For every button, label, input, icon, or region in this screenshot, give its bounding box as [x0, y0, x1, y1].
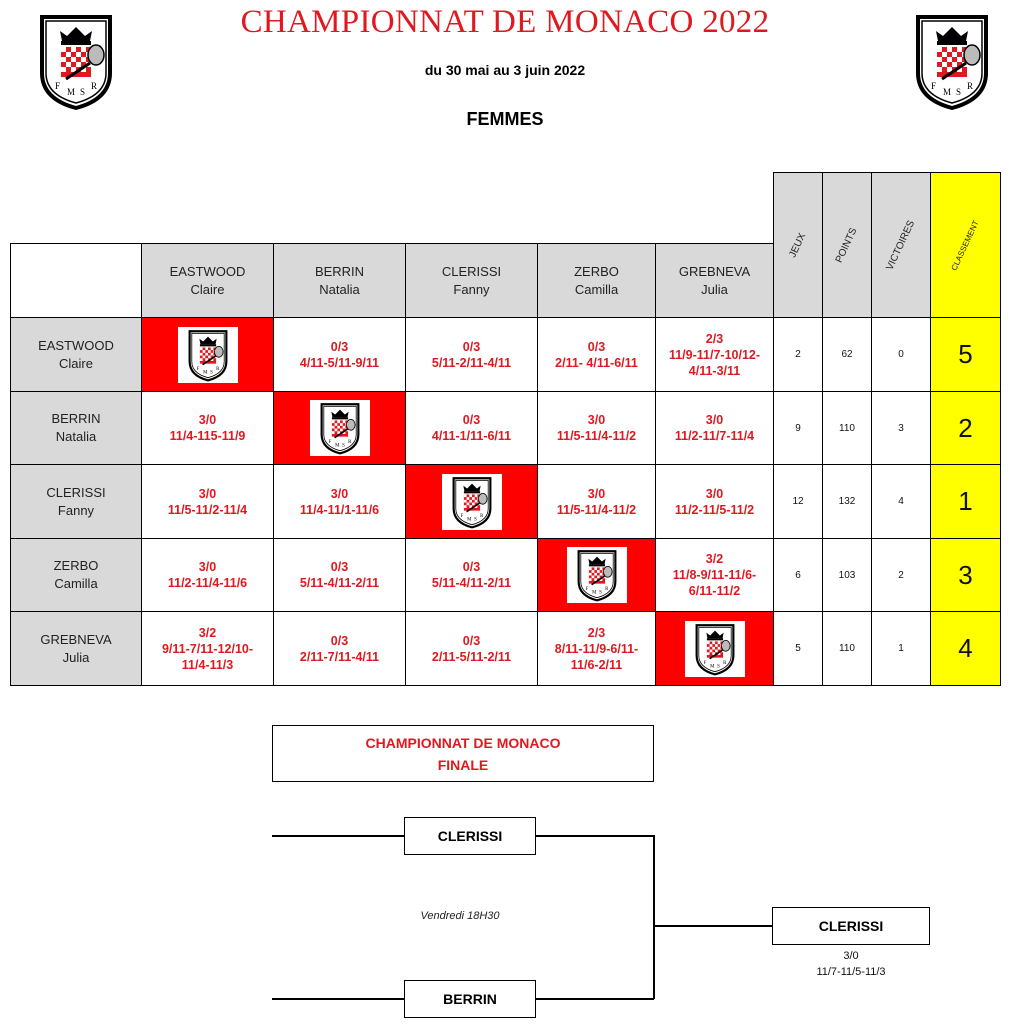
match-result-cell [141, 611, 274, 686]
match-score: 0/3 [462, 413, 481, 427]
final-schedule: Vendredi 18H30 [420, 910, 500, 922]
stat-value: 103 [838, 569, 856, 581]
final-score: 3/0 [843, 950, 859, 962]
player-last-name: EASTWOOD [169, 263, 246, 279]
bracket-line [272, 998, 404, 1000]
stat-cell [773, 317, 823, 392]
stat-value: 2 [795, 349, 801, 360]
match-result-cell [273, 317, 406, 392]
match-result-cell [655, 464, 774, 539]
stat-value: 4 [898, 496, 904, 507]
ranking-cell [930, 611, 1001, 686]
match-result-cell [655, 538, 774, 612]
final-sets: 11/7-11/5-11/3 [816, 966, 886, 978]
finalist-top: CLERISSI [404, 817, 536, 855]
match-sets: 2/11-7/11-4/11 [299, 649, 380, 664]
stat-header [871, 172, 931, 318]
ranking-value: 5 [958, 339, 973, 369]
stat-cell [773, 538, 823, 612]
player-first-name: Camilla [574, 281, 619, 297]
match-result-cell [655, 317, 774, 392]
event-dates: du 30 mai au 3 juin 2022 [424, 62, 586, 78]
match-sets: 5/11-4/11-2/11 [299, 576, 380, 590]
match-score: 3/0 [198, 413, 217, 427]
match-score: 3/0 [705, 486, 724, 501]
fmsr-logo [178, 327, 238, 383]
column-header [273, 243, 406, 318]
final-title-line2: FINALE [437, 757, 489, 773]
match-score: 0/3 [587, 339, 606, 354]
match-score: 3/0 [198, 486, 217, 501]
stat-header [930, 172, 1001, 318]
match-result-cell [273, 464, 406, 539]
match-sets: 9/11-7/11-12/10-11/4-11/3 [161, 641, 254, 672]
match-result-cell [141, 391, 274, 465]
stat-cell [822, 464, 872, 539]
match-score: 0/3 [462, 633, 481, 648]
bracket-line [536, 998, 654, 1000]
stat-value: 132 [838, 496, 856, 507]
stat-cell [773, 391, 823, 465]
match-result-cell [537, 317, 656, 392]
diagonal-cell [405, 464, 538, 539]
stat-header-label: CLASSEMENT [949, 218, 982, 272]
match-sets: 5/11-2/11-4/11 [431, 355, 512, 370]
match-score: 0/3 [330, 339, 349, 354]
ranking-cell [930, 391, 1001, 465]
match-result-cell [273, 611, 406, 686]
match-result-cell [537, 391, 656, 465]
match-score: 3/0 [705, 413, 724, 427]
match-score: 2/3 [587, 625, 606, 640]
bracket-line [653, 835, 655, 999]
ranking-value: 4 [958, 633, 973, 663]
match-sets: 4/11-5/11-9/11 [299, 355, 380, 370]
match-sets: 11/5-11/2-11/4 [167, 502, 248, 517]
stat-value: 5 [795, 643, 801, 654]
player-last-name: ZERBO [53, 558, 99, 573]
match-score: 0/3 [462, 339, 481, 354]
match-score: 3/0 [330, 486, 349, 501]
match-result-cell [537, 611, 656, 686]
match-result-cell [537, 464, 656, 539]
stat-value: 6 [795, 569, 801, 581]
stat-value: 110 [839, 422, 855, 434]
match-sets: 11/4-115-11/9 [169, 429, 246, 443]
player-last-name: GREBNEVA [40, 631, 112, 647]
diagonal-cell [537, 538, 656, 612]
player-last-name: CLERISSI [46, 484, 106, 500]
match-score: 2/3 [705, 331, 724, 346]
player-last-name: BERRIN [51, 411, 101, 426]
stat-value: 12 [792, 496, 804, 507]
diagonal-cell [141, 317, 274, 392]
final-title-line1: CHAMPIONNAT DE MONACO [365, 735, 561, 751]
champion-box: CLERISSI [772, 907, 930, 945]
stat-value: 9 [795, 422, 801, 434]
row-header [10, 538, 142, 612]
match-sets: 11/9-11/7-10/12-4/11-3/11 [668, 347, 761, 378]
match-result-cell [405, 317, 538, 392]
diagonal-cell [655, 611, 774, 686]
player-first-name: Camilla [54, 576, 98, 591]
stat-header-label: POINTS [834, 225, 860, 265]
fmsr-logo-left [36, 8, 116, 114]
row-header [10, 391, 142, 465]
match-result-cell [405, 391, 538, 465]
stat-value: 3 [898, 422, 904, 434]
match-sets: 11/2-11/7-11/4 [674, 429, 755, 443]
ranking-cell [930, 317, 1001, 392]
bracket-line [536, 835, 654, 837]
finalist-bottom: BERRIN [404, 980, 536, 1018]
player-first-name: Claire [190, 281, 225, 297]
match-sets: 11/4-11/1-11/6 [299, 502, 380, 517]
final-title-box [272, 725, 654, 782]
stat-cell [773, 464, 823, 539]
player-first-name: Julia [701, 281, 728, 297]
match-sets: 8/11-11/9-6/11-11/6-2/11 [554, 641, 639, 672]
ranking-cell [930, 538, 1001, 612]
match-result-cell [273, 538, 406, 612]
match-sets: 11/5-11/4-11/2 [556, 429, 637, 443]
stat-cell [871, 391, 931, 465]
row-header [10, 464, 142, 539]
player-last-name: BERRIN [314, 263, 365, 279]
match-score: 0/3 [330, 633, 349, 648]
match-score: 3/0 [198, 560, 217, 574]
category-label: FEMMES [466, 109, 544, 129]
player-first-name: Fanny [57, 502, 95, 518]
stat-cell [822, 317, 872, 392]
table-corner [10, 243, 142, 318]
match-sets: 11/5-11/4-11/2 [556, 502, 637, 517]
stat-header [773, 172, 823, 318]
player-last-name: GREBNEVA [678, 263, 751, 279]
column-header [537, 243, 656, 318]
ranking-value: 1 [958, 486, 973, 516]
bracket-line [654, 925, 772, 927]
player-last-name: ZERBO [574, 263, 619, 279]
diagonal-cell [273, 391, 406, 465]
match-result-cell [655, 391, 774, 465]
ranking-value: 2 [958, 412, 973, 443]
player-first-name: Julia [62, 649, 90, 665]
column-header [141, 243, 274, 318]
stat-cell [822, 611, 872, 686]
match-result-cell [405, 538, 538, 612]
match-score: 3/2 [705, 552, 724, 566]
player-first-name: Natalia [319, 281, 360, 297]
fmsr-logo [310, 400, 370, 456]
bracket-line [272, 835, 404, 837]
column-header [655, 243, 774, 318]
fmsr-logo [685, 621, 745, 677]
player-last-name: EASTWOOD [38, 337, 114, 353]
stat-cell [822, 538, 872, 612]
stat-cell [871, 464, 931, 539]
stat-value: 1 [898, 643, 904, 654]
match-score: 3/2 [198, 625, 217, 640]
match-score: 3/0 [587, 486, 606, 501]
match-sets: 11/2-11/4-11/6 [167, 576, 248, 590]
fmsr-logo [567, 547, 627, 603]
stat-value: 0 [898, 349, 904, 360]
match-score: 0/3 [462, 560, 481, 574]
match-result-cell [141, 538, 274, 612]
player-last-name: CLERISSI [441, 263, 502, 279]
stat-cell [871, 611, 931, 686]
stat-cell [871, 538, 931, 612]
match-score: 0/3 [330, 560, 349, 574]
player-first-name: Claire [59, 355, 93, 371]
match-sets: 11/2-11/5-11/2 [674, 502, 755, 517]
player-first-name: Natalia [55, 429, 97, 444]
ranking-value: 3 [958, 559, 973, 590]
ranking-cell [930, 464, 1001, 539]
row-header [10, 317, 142, 392]
stat-value: 110 [839, 643, 855, 654]
match-result-cell [141, 464, 274, 539]
stat-header [822, 172, 872, 318]
fmsr-logo [442, 474, 502, 530]
page-title: CHAMPIONNAT DE MONACO 2022 [240, 4, 770, 40]
column-header [405, 243, 538, 318]
match-sets: 11/8-9/11-11/6-6/11-11/2 [672, 568, 757, 598]
row-header [10, 611, 142, 686]
stat-cell [871, 317, 931, 392]
match-sets: 5/11-4/11-2/11 [431, 576, 512, 590]
stat-cell [822, 391, 872, 465]
match-result-cell [405, 611, 538, 686]
stat-cell [773, 611, 823, 686]
stat-header-label: JEUX [787, 231, 809, 259]
player-first-name: Fanny [453, 281, 490, 297]
match-sets: 2/11-5/11-2/11 [431, 649, 512, 664]
stat-value: 62 [841, 349, 853, 360]
match-sets: 4/11-1/11-6/11 [431, 429, 512, 443]
stat-value: 2 [898, 569, 904, 581]
match-score: 3/0 [587, 413, 606, 427]
match-sets: 2/11- 4/11-6/11 [555, 355, 638, 370]
stat-header-label: VICTOIRES [884, 218, 918, 272]
fmsr-logo-right [912, 8, 992, 114]
